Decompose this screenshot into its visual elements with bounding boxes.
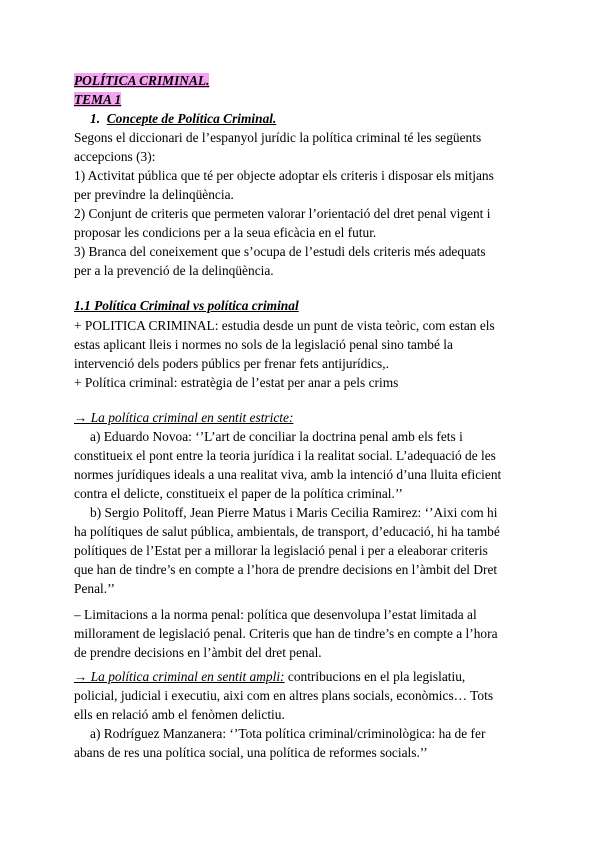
paragraph-line: 3) Branca del coneixement que s’ocupa de l’estudi dels criteris més adequats — [74, 244, 486, 259]
paragraph-line: policial, judicial i executiu, aixi com en altres plans socials, econòmics… Tots — [74, 688, 494, 703]
paragraph-line: polítiques de l’Estat per a millorar la legislació penal i per a eleaborar criteris — [74, 543, 488, 558]
list-item-a: a) Rodríguez Manzanera: ‘’Tota política criminal/criminològica: ha de fer — [90, 726, 486, 741]
paragraph-line: 1) Activitat pública que té per objecte adoptar els criteris i disposar els mitjans — [74, 168, 494, 183]
paragraph-line: proposar les condicions per a la seua eficàcia en el futur. — [74, 225, 377, 240]
paragraph-line: constitueix el pont entre la teoria jurídica i la realitat social. L’adequació de les — [74, 448, 496, 463]
paragraph-line: de prendre decisions en l’àmbit del dret penal. — [74, 645, 322, 660]
paragraph-line: + POLITICA CRIMINAL: estudia desde un punt de vista teòric, com estan els — [74, 318, 495, 333]
doc-subtitle: TEMA 1 — [74, 92, 122, 107]
paragraph-line: normes jurídiques ideals a una realitat viva, amb la intenció d’una lluita eficient — [74, 467, 502, 482]
paragraph-line: + Política criminal: estratègia de l’estat per anar a pels crims — [74, 375, 399, 390]
section-heading-1: 1. Concepte de Política Criminal. — [90, 111, 277, 126]
list-item-b: b) Sergio Politoff, Jean Pierre Matus i Maris Cecilia Ramirez: ‘’Aixi com hi — [90, 505, 498, 520]
paragraph-line: Penal.’’ — [74, 581, 116, 596]
list-item-a: a) Eduardo Novoa: ‘’L’art de conciliar la doctrina penal amb els fets i — [90, 429, 463, 444]
paragraph-line: abans de res una política social, una política de reformes socials.’’ — [74, 745, 428, 760]
doc-title: POLÍTICA CRIMINAL. — [74, 73, 210, 88]
paragraph-line: ha polítiques de salut pública, ambientals, de transport, d’educació, hi ha també — [74, 524, 500, 539]
broad-sense-heading: → La política criminal en sentit ampli: contribucions en el pla legislatiu, — [74, 669, 466, 684]
section-heading-1-1: 1.1 Política Criminal vs política criminal — [74, 298, 299, 313]
paragraph-line: contra el delicte, constitueix el paper de la política criminal.’’ — [74, 486, 403, 501]
paragraph-line: Segons el diccionari de l’espanyol jurídic la política criminal té les següents — [74, 130, 482, 145]
paragraph-line: 2) Conjunt de criteris que permeten valorar l’orientació del dret penal vigent i — [74, 206, 491, 221]
strict-sense-heading: → La política criminal en sentit estricte: — [74, 410, 294, 425]
paragraph-line: per previndre la delinqüència. — [74, 187, 234, 202]
limitations-line: – Limitacions a la norma penal: política que desenvolupa l’estat limitada al — [74, 607, 477, 622]
paragraph-line: millorament de legislació penal. Criteris que han de tindre’s en compte a l’hora — [74, 626, 498, 641]
paragraph-line: accepcions (3): — [74, 149, 156, 164]
paragraph-line: per a la prevenció de la delinqüència. — [74, 263, 274, 278]
paragraph-line: intervenció dels poders públics per frenar fets antijurídics,. — [74, 356, 389, 371]
paragraph-line: ells en relació amb el fenòmen delictiu. — [74, 707, 285, 722]
paragraph-line: estas aplicant lleis i normes no sols de la legislació penal sino també la — [74, 337, 453, 352]
paragraph-line: que han de tindre’s en compte a l’hora de prendre decisions en l’àmbit del Dret — [74, 562, 498, 577]
